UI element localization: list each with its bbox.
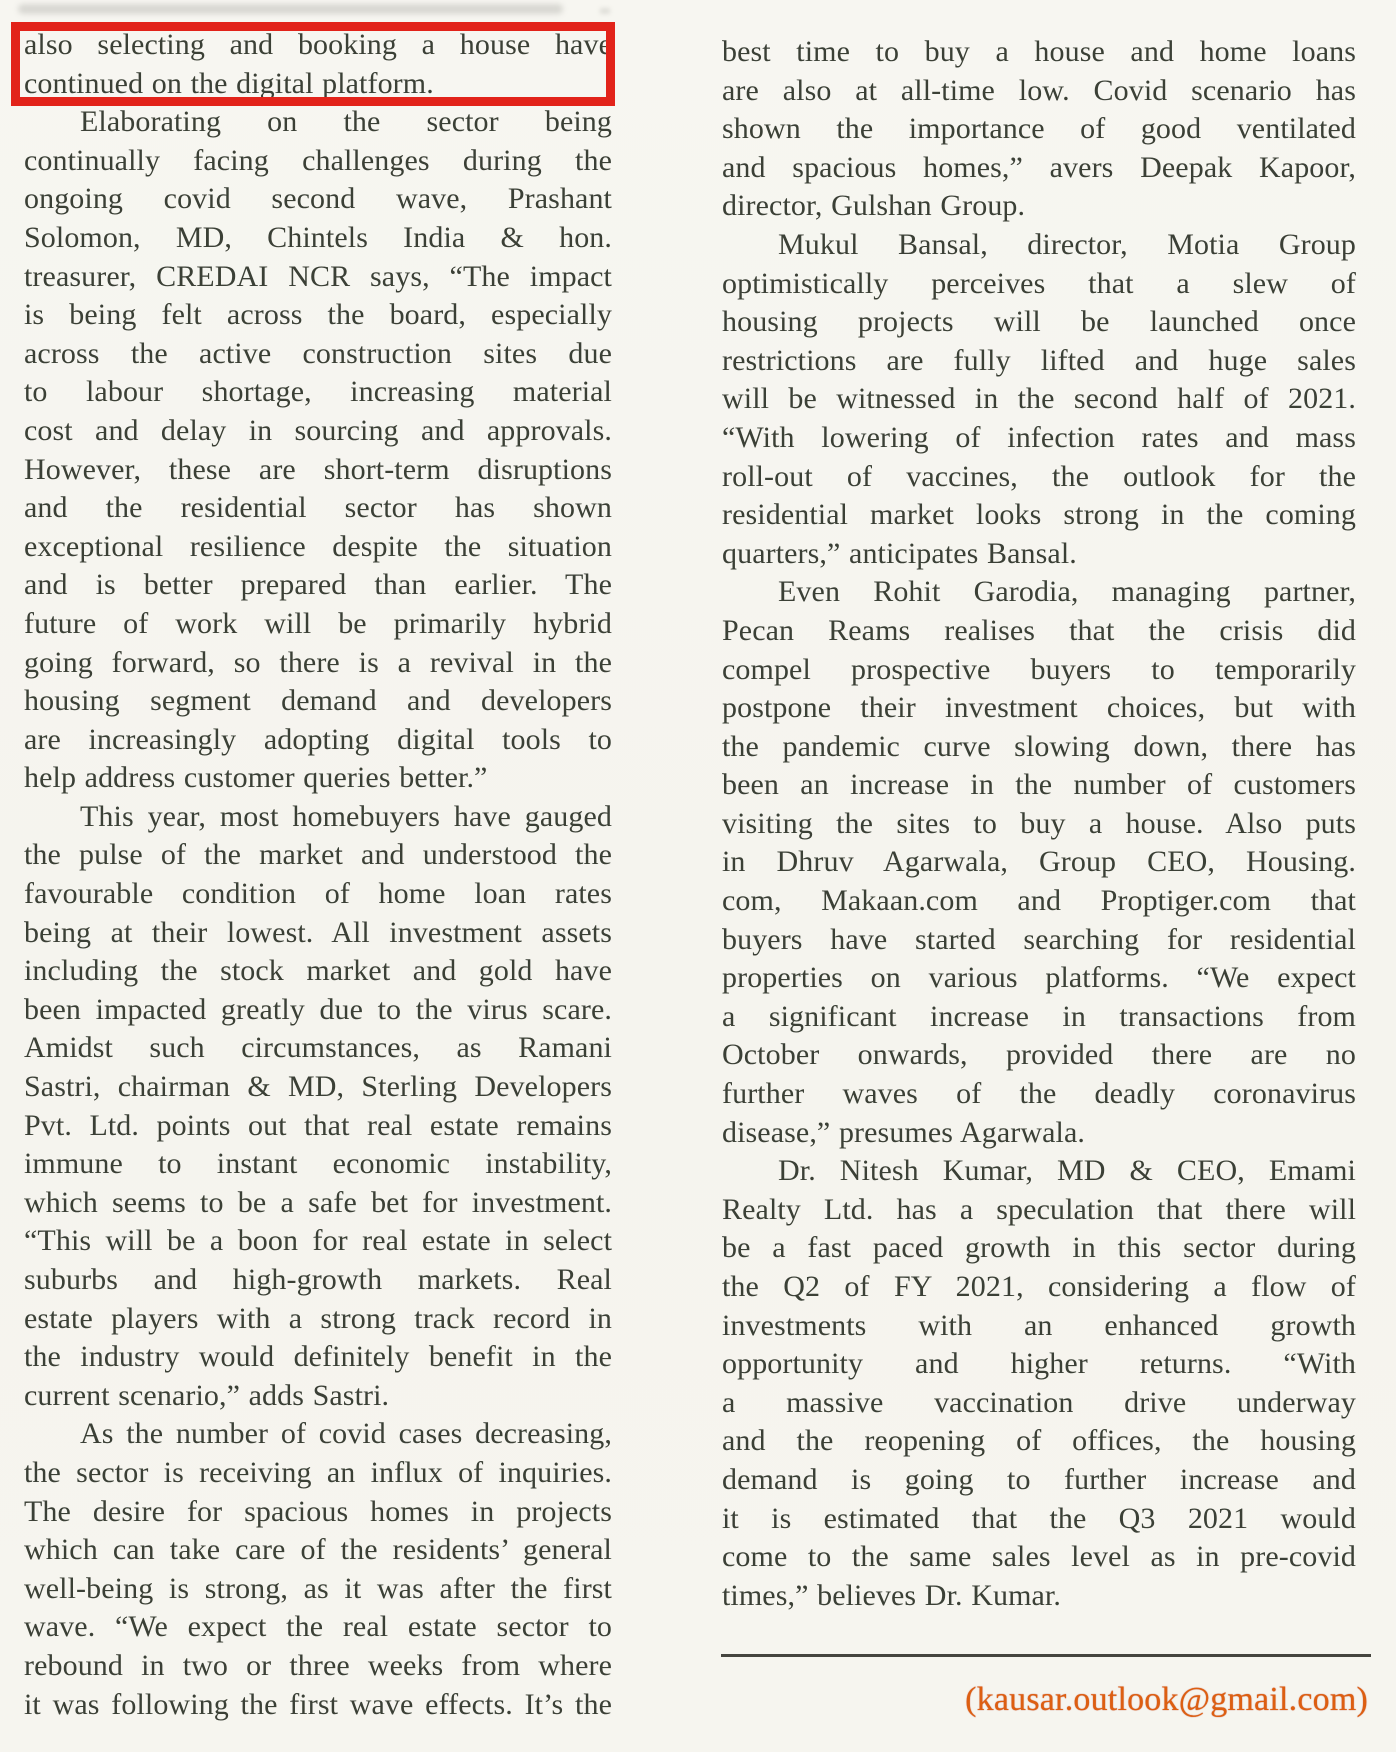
text-line: continually facing challenges during the [24, 143, 612, 177]
text-line: are also at all-time low. Covid scenario has [722, 73, 1356, 107]
text-line: “With lowering of infection rates and mass [722, 420, 1356, 454]
text-line: been impacted greatly due to the virus scare. [24, 992, 612, 1026]
text-line: further waves of the deadly coronavirus [722, 1077, 1356, 1111]
text-line: immune to instant economic instability, [24, 1147, 612, 1181]
text-line: However, these are short-term disruptions [24, 452, 612, 486]
text-line: will be witnessed in the second half of 2021. [722, 382, 1356, 416]
text-line: to labour shortage, increasing material [24, 375, 612, 409]
text-line: being at their lowest. All investment assets [24, 915, 612, 949]
text-line: compel prospective buyers to temporarily [722, 652, 1356, 686]
text-line: the pandemic curve slowing down, there has [722, 729, 1356, 763]
text-line: cost and delay in sourcing and approvals. [24, 413, 612, 447]
text-line: This year, most homebuyers have gauged [80, 799, 612, 833]
text-line: rebound in two or three weeks from where [24, 1648, 612, 1682]
text-line: a significant increase in transactions from [722, 999, 1356, 1033]
text-line: it was following the first wave effects. It’s the [24, 1687, 612, 1721]
right-text-column [722, 33, 1356, 1615]
text-line: in Dhruv Agarwala, Group CEO, Housing. [722, 845, 1356, 879]
text-line: “This will be a boon for real estate in select [24, 1224, 612, 1258]
text-line: a massive vaccination drive underway [722, 1385, 1356, 1419]
text-line: times,” believes Dr. Kumar. [722, 1578, 1061, 1612]
text-line: housing projects will be launched once [722, 305, 1356, 339]
text-line: suburbs and high-growth markets. Real [24, 1263, 612, 1296]
text-line: disease,” presumes Agarwala. [722, 1115, 1085, 1149]
text-line: future of work will be primarily hybrid [24, 606, 612, 640]
author-email: (kausar.outlook@gmail.com) [965, 1681, 1368, 1718]
text-line: Solomon, MD, Chintels India & hon. [24, 220, 612, 254]
text-line: the Q2 of FY 2021, considering a flow of [722, 1270, 1356, 1303]
text-line: visiting the sites to buy a house. Also puts [722, 806, 1356, 840]
text-line: also selecting and booking a house have [24, 28, 612, 61]
text-line: and the reopening of offices, the housing [722, 1424, 1356, 1458]
text-line: The desire for spacious homes in projects [24, 1494, 612, 1528]
text-line: Pvt. Ltd. points out that real estate remains [24, 1108, 612, 1142]
text-line: current scenario,” adds Sastri. [24, 1378, 390, 1412]
text-line: Realty Ltd. has a speculation that there will [722, 1192, 1356, 1226]
text-line: investments with an enhanced growth [722, 1308, 1356, 1342]
text-line: wave. “We expect the real estate sector to [24, 1610, 612, 1644]
text-line: and the residential sector has shown [24, 491, 612, 525]
text-line: well-being is strong, as it was after the first [24, 1571, 612, 1605]
text-line: Even Rohit Garodia, managing partner, [778, 575, 1356, 609]
text-line: treasurer, CREDAI NCR says, “The impact [24, 259, 612, 293]
text-line: the sector is receiving an influx of inquiries. [24, 1455, 612, 1489]
text-line: exceptional resilience despite the situation [24, 529, 612, 563]
text-line: and spacious homes,” avers Deepak Kapoor, [722, 150, 1356, 184]
text-line: director, Gulshan Group. [722, 189, 1026, 223]
text-line: including the stock market and gold have [24, 954, 612, 988]
text-line: restrictions are fully lifted and huge sales [722, 343, 1356, 377]
text-line: the industry would definitely benefit in the [24, 1340, 612, 1374]
text-line: postpone their investment choices, but with [722, 691, 1356, 725]
text-line: and is better prepared than earlier. The [24, 568, 612, 602]
text-line: ongoing covid second wave, Prashant [24, 182, 612, 216]
text-line: housing segment demand and developers [24, 684, 612, 718]
text-line: properties on various platforms. “We expect [722, 961, 1356, 995]
text-line: residential market looks strong in the coming [722, 498, 1356, 532]
text-line: quarters,” anticipates Bansal. [722, 536, 1077, 570]
text-line: favourable condition of home loan rates [24, 877, 612, 911]
text-line: October onwards, provided there are no [722, 1038, 1356, 1072]
text-line: help address customer queries better.” [24, 761, 488, 795]
red-highlight-box [11, 22, 615, 106]
text-line: is being felt across the board, especially [24, 298, 612, 332]
scan-artifact [600, 8, 610, 14]
text-line: which can take care of the residents’ general [24, 1533, 612, 1567]
text-line: demand is going to further increase and [722, 1462, 1356, 1496]
text-line: buyers have started searching for residential [722, 922, 1356, 956]
text-line: estate players with a strong track record in [24, 1301, 612, 1335]
text-line: roll-out of vaccines, the outlook for the [722, 459, 1356, 493]
text-line: the pulse of the market and understood the [24, 838, 612, 872]
text-line: shown the importance of good ventilated [722, 112, 1356, 146]
left-text-column [24, 26, 612, 1724]
text-line: Amidst such circumstances, as Ramani [24, 1031, 612, 1065]
text-line: As the number of covid cases decreasing, [80, 1417, 612, 1451]
text-line: Pecan Reams realises that the crisis did [722, 613, 1356, 647]
text-line: optimistically perceives that a slew of [722, 266, 1356, 300]
text-line: com, Makaan.com and Proptiger.com that [722, 884, 1356, 918]
footer-divider [721, 1654, 1371, 1657]
text-line: Sastri, chairman & MD, Sterling Developers [24, 1070, 612, 1104]
text-line: Dr. Nitesh Kumar, MD & CEO, Emami [778, 1154, 1356, 1188]
text-line: best time to buy a house and home loans [722, 35, 1356, 68]
text-line: across the active construction sites due [24, 336, 612, 370]
text-line: it is estimated that the Q3 2021 would [722, 1501, 1356, 1535]
text-line: be a fast paced growth in this sector during [722, 1231, 1356, 1265]
cropped-text-smudge [18, 4, 563, 14]
text-line: come to the same sales level as in pre-covid [722, 1540, 1356, 1574]
text-line: which seems to be a safe bet for investment. [24, 1185, 612, 1219]
text-line: Mukul Bansal, director, Motia Group [778, 227, 1356, 261]
text-line: are increasingly adopting digital tools to [24, 722, 612, 756]
text-line: Elaborating on the sector being [80, 105, 612, 139]
text-line: going forward, so there is a revival in the [24, 645, 612, 679]
text-line: been an increase in the number of customers [722, 768, 1356, 802]
text-line: continued on the digital platform. [24, 66, 434, 100]
text-line: opportunity and higher returns. “With [722, 1347, 1356, 1381]
